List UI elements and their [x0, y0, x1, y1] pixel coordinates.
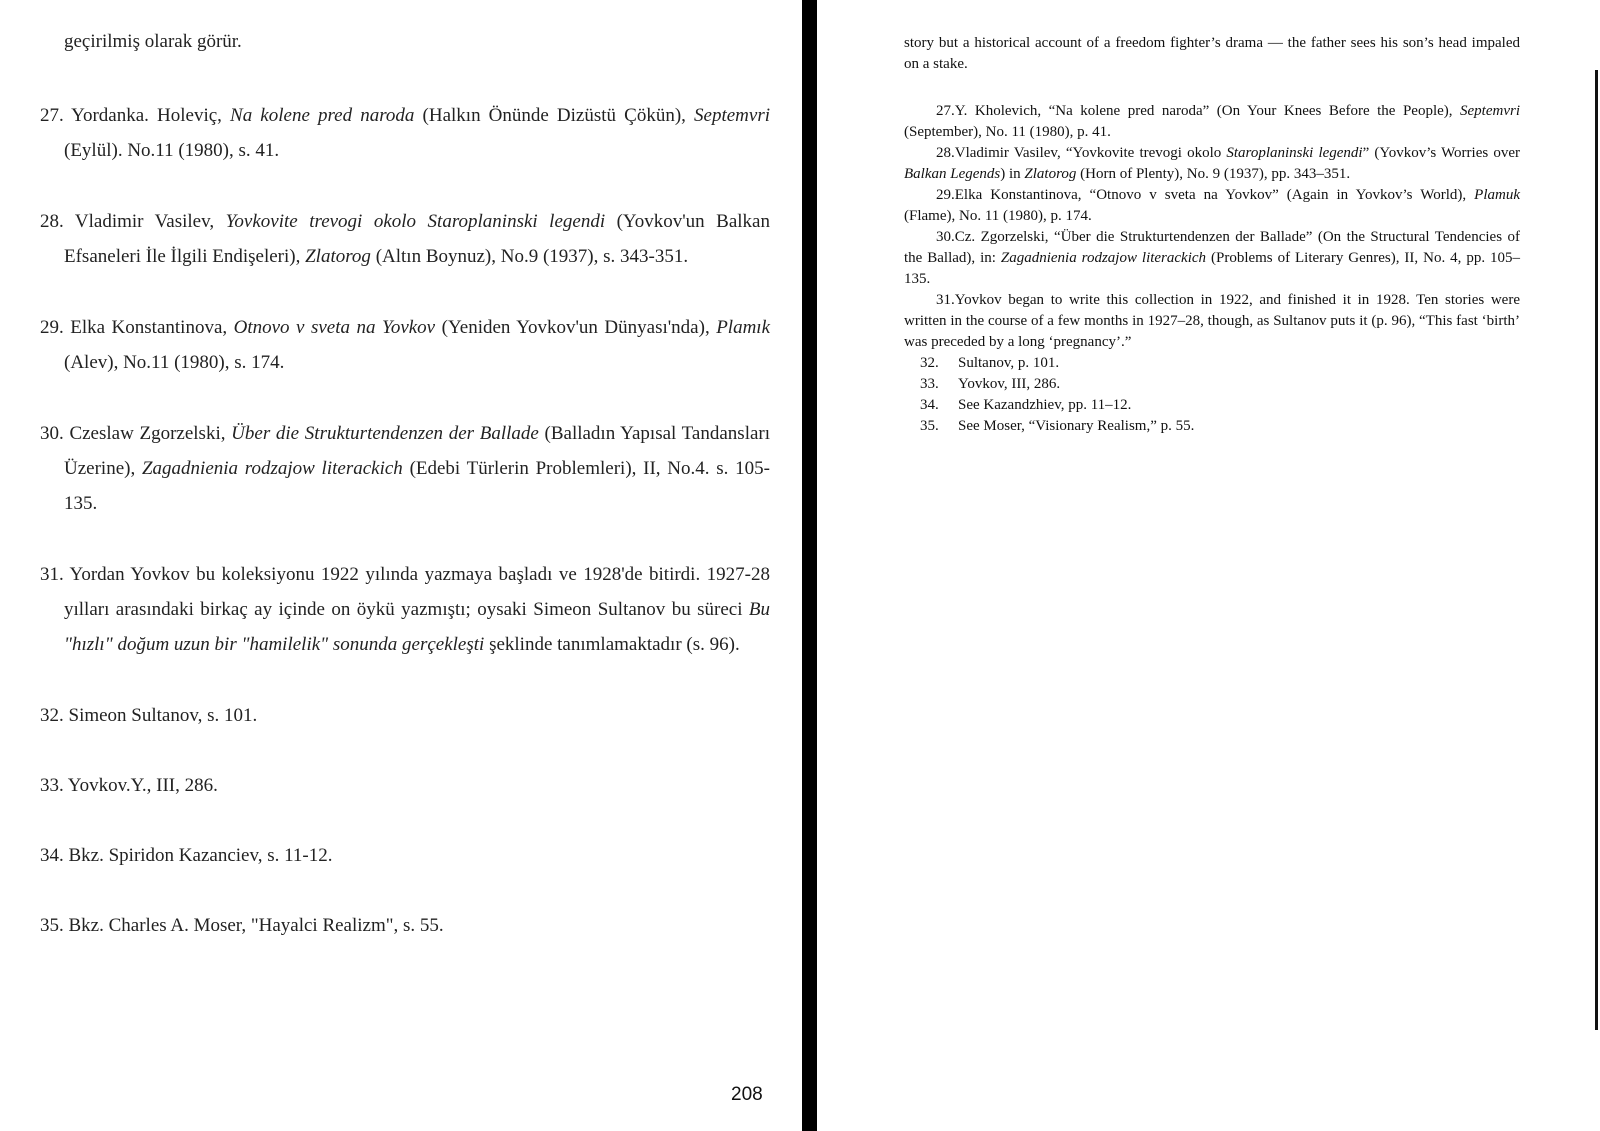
note-text: Czeslaw Zgorzelski, — [69, 423, 232, 444]
turkish-note-31 — [40, 557, 770, 662]
note-text: ” (Yovkov’s Worries over — [1362, 145, 1520, 161]
note-text: Vladimir Vasilev, “Yovkovite trevogi okolo — [954, 145, 1227, 161]
note-title-italic: Balkan Legends — [904, 166, 1001, 182]
note-journal-italic: Plamuk — [1474, 187, 1520, 203]
note-number: 34. — [920, 397, 939, 413]
note-title-italic: Yovkovite trevogi okolo Staroplaninski legendi — [225, 211, 606, 232]
note-text: (Alev), No.11 (1980), s. 174. — [64, 352, 285, 373]
note-number: 32. — [920, 355, 939, 371]
note-text: (Edebi Türlerin Problemleri), II, No.4. s. 105-135. — [64, 458, 770, 514]
note-journal-italic: Septemvri — [1460, 103, 1520, 119]
note-number: 31. — [40, 564, 64, 585]
note-journal-italic: Zagadnienia rodzajow literackich — [141, 458, 403, 479]
english-note-34 — [904, 395, 1520, 416]
english-note-35 — [904, 416, 1520, 437]
page-number: 208 — [731, 1084, 763, 1105]
note-title-italic: Otnovo v sveta na Yovkov — [233, 317, 436, 338]
note-text: Sultanov, p. 101. — [958, 355, 1060, 371]
note-text: şeklinde tanımlamaktadır (s. 96). — [484, 634, 740, 655]
turkish-note-32: 32. Simeon Sultanov, s. 101. — [40, 705, 258, 726]
note-number: 27. — [936, 103, 955, 119]
note-number: 31. — [936, 292, 955, 308]
note-text: Cz. Zgorzelski, “Über die Strukturtendenzen der Ballade” (On the Structural Tendencies of the Ballad), in: — [904, 229, 1520, 266]
turkish-note-35: 35. Bkz. Charles A. Moser, "Hayalci Realizm", s. 55. — [40, 915, 444, 936]
note-number: 27. — [40, 105, 64, 126]
english-note-27 — [904, 101, 1520, 143]
turkish-notes-list — [40, 98, 770, 978]
note-title-italic: Über die Strukturtendenzen der Ballade — [231, 423, 539, 444]
note-title-italic: Na kolene pred naroda — [230, 105, 415, 126]
note-text: Yordanka. Holeviç, — [71, 105, 231, 126]
note-quote-italic: Bu "hızlı" doğum uzun bir "hamilelik" sonunda gerçekleşti — [64, 599, 770, 655]
note-text: See Moser, “Visionary Realism,” p. 55. — [958, 418, 1195, 434]
note-text: Yovkov, III, 286. — [958, 376, 1061, 392]
note-text: Yordan Yovkov bu koleksiyonu 1922 yılında yazmaya başladı ve 1928'de bitirdi. 1927-28 yılları arasındaki birkaç ay içinde on öykü yazmıştı; oysaki Simeon Sultanov bu süreci — [64, 564, 770, 620]
english-intro-paragraph: story but a historical account of a freedom fighter’s drama — the father sees his son’s head impaled on a stake. — [904, 35, 1520, 72]
turkish-note-29 — [40, 310, 770, 380]
note-journal-italic: Plamık — [716, 317, 771, 338]
note-text: (Flame), No. 11 (1980), p. 174. — [904, 208, 1092, 224]
english-note-30 — [904, 227, 1520, 290]
note-number: 33. — [920, 376, 939, 392]
english-note-32 — [904, 353, 1520, 374]
right-page-edge — [1595, 70, 1598, 1030]
english-note-28 — [904, 143, 1520, 185]
turkish-note-27 — [40, 98, 770, 168]
turkish-intro-line: geçirilmiş olarak görür. — [64, 31, 242, 52]
note-number: 28. — [936, 145, 955, 161]
note-text: (Problems of Literary Genres), II, No. 4, pp. 105–135. — [904, 250, 1521, 287]
page-gutter-divider — [802, 0, 817, 1131]
note-number: 30. — [936, 229, 955, 245]
note-text: Elka Konstantinova, “Otnovo v sveta na Yovkov” (Again in Yovkov’s World), — [954, 187, 1475, 203]
note-text: (Yovkov'un Balkan Efsaneleri İle İlgili Endişeleri), — [64, 211, 770, 267]
english-note-33 — [904, 374, 1520, 395]
english-notes-list — [904, 101, 1520, 437]
note-number: 29. — [40, 317, 64, 338]
note-text: Y. Kholevich, “Na kolene pred naroda” (On Your Knees Before the People), — [954, 103, 1461, 119]
note-journal-italic: Zagadnienia rodzajow literackich — [1000, 250, 1207, 266]
english-note-29 — [904, 185, 1520, 227]
note-text: (Balladın Yapısal Tandansları Üzerine), — [64, 423, 771, 479]
note-text: Yovkov began to write this collection in 1922, and finished it in 1928. Ten stories were written in the course of a few months in 1927–28, though, as Sultanov puts it (p. 96), “This fast ‘birth’ was preceded by a long ‘pregnancy’.” — [904, 292, 1520, 350]
english-note-31 — [904, 290, 1520, 353]
note-text: (September), No. 11 (1980), p. 41. — [904, 124, 1111, 140]
turkish-note-28 — [40, 204, 770, 274]
note-journal-italic: Zlatorog — [305, 246, 371, 267]
note-text: (Horn of Plenty), No. 9 (1937), pp. 343–351. — [1076, 166, 1351, 182]
note-text: Vladimir Vasilev, — [74, 211, 226, 232]
note-journal-italic: Septemvri — [694, 105, 770, 126]
note-journal-italic: Zlatorog — [1024, 166, 1077, 182]
note-text: (Halkın Önünde Dizüstü Çökün), — [414, 105, 695, 126]
note-number: 35. — [920, 418, 939, 434]
note-title-italic: Staroplaninski legendi — [1226, 145, 1363, 161]
note-text: Elka Konstantinova, — [70, 317, 234, 338]
note-text: (Eylül). No.11 (1980), s. 41. — [64, 140, 280, 161]
note-number: 29. — [936, 187, 955, 203]
turkish-note-34: 34. Bkz. Spiridon Kazanciev, s. 11-12. — [40, 845, 333, 866]
note-text: See Kazandzhiev, pp. 11–12. — [958, 397, 1132, 413]
note-text: (Yeniden Yovkov'un Dünyası'nda), — [435, 317, 717, 338]
turkish-note-33: 33. Yovkov.Y., III, 286. — [40, 775, 218, 796]
note-number: 28. — [40, 211, 64, 232]
note-text: (Altın Boynuz), No.9 (1937), s. 343-351. — [370, 246, 689, 267]
turkish-note-30 — [40, 416, 770, 521]
note-text: ) in — [1000, 166, 1025, 182]
note-number: 30. — [40, 423, 64, 444]
